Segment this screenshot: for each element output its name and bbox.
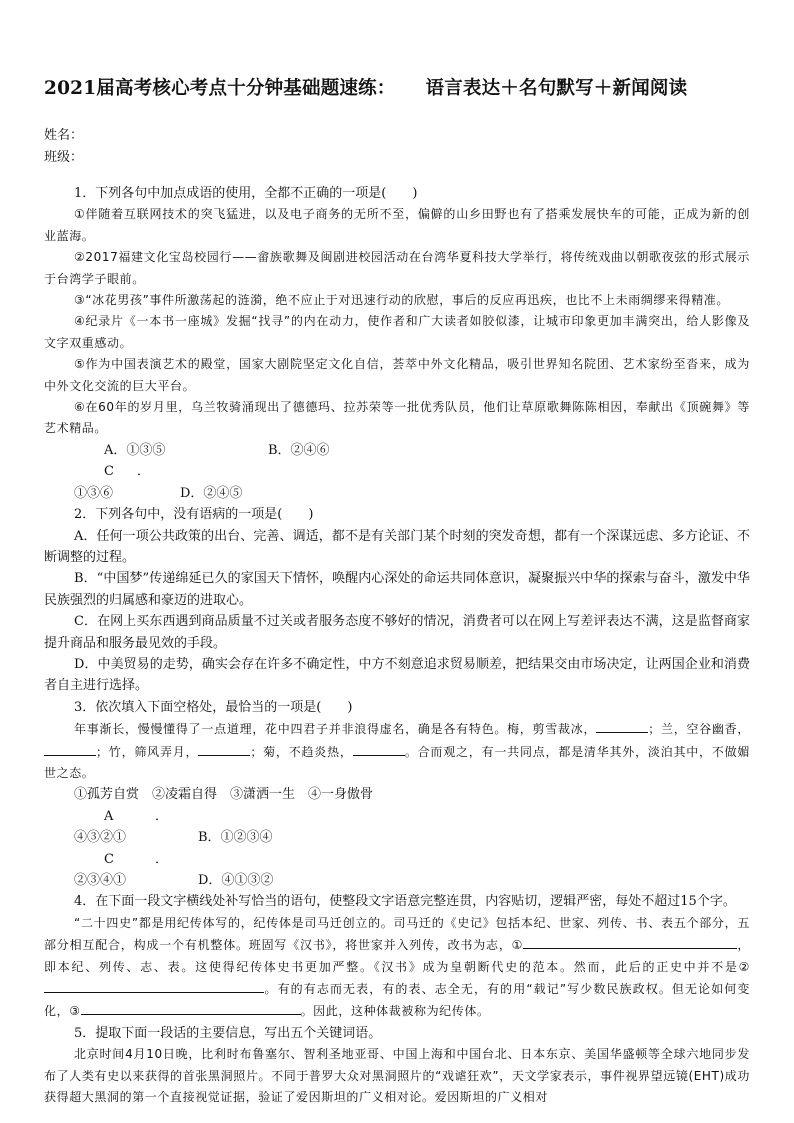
- name-field-label: 姓名：: [44, 128, 84, 143]
- q4-blank-2[interactable]: [44, 978, 264, 993]
- q1-sentence-3: ③“冰花男孩”事件所激荡起的涟漪，绝不应止于对迅速行动的欣慰，事后的反应再迅疾，也比不上未雨绸缪来得精准。: [74, 293, 729, 308]
- q4-marker-2: ②: [738, 959, 750, 974]
- q3-options-row-1: [44, 806, 750, 849]
- q3-options-row-2: [44, 849, 750, 892]
- question-content: [44, 183, 750, 1108]
- q1-option-c[interactable]: C．①③⑥: [74, 464, 150, 501]
- q4-passage: “二十四史”都是用纪传体写的，纪传体是司马迁创立的。司马迁的《史记》包括本纪、世家、列传、书、表五个部分，五部分相互配合，构成一个有机整体。班固写《汉书》，将世家并入列传，改书为志，① ，即本纪、列传、志、表。这使得纪传体史书更加严整。《汉书》成为皇朝断代史的范本。然而，此后的正史中并不是②。有的有志而无表，有的表、志全无，有的用“载记”写少数民族政权。但无论如何变化，③ 。因此，这种体裁被称为纪传体。: [44, 915, 751, 1019]
- q4-marker-3: ③: [69, 1004, 81, 1019]
- class-field-label: 班级：: [44, 150, 84, 165]
- q3-stem: 3．依次填入下面空格处，最恰当的一项是( ): [74, 699, 353, 715]
- q3-blank-3[interactable]: [198, 741, 250, 756]
- q5-passage: 北京时间4月10日晚，比利时布鲁塞尔、智利圣地亚哥、中国上海和中国台北、日本东京、美国华盛顿等全球六地同步发布了人类有史以来获得的首张黑洞照片。不同于普罗大众对黑洞照片的“戏谑狂欢”，天文学家表示，事件视界望远镜(EHT)成功获得超大黑洞的第一个直接视觉证据，验证了爱因斯坦的广义相对论。爱因斯坦的广义相对: [44, 1047, 750, 1105]
- q5-stem: 5．提取下面一段话的主要信息，写出五个关键词语。: [74, 1025, 382, 1041]
- q1-sentence-2: ②2017福建文化宝岛校园行——畲族歌舞及闽剧进校园活动在台湾华夏科技大学举行，将传统戏曲以朝歌夜弦的形式展示于台湾学子眼前。: [44, 250, 750, 286]
- q3-option-a[interactable]: A．④③②①: [74, 808, 168, 846]
- q1-stem: 1．下列各句中加点成语的使用，全都不正确的一项是( ): [74, 186, 418, 201]
- title-part-1: 2021届高考核心考点十分钟基础题速练：: [44, 78, 396, 99]
- q3-blank-1[interactable]: [596, 718, 648, 733]
- q3-option-d[interactable]: D．④①③②: [198, 873, 274, 888]
- q1-option-a[interactable]: A．①③⑤: [104, 442, 166, 458]
- q1-options-row-1: [44, 440, 750, 461]
- q3-passage: 年事渐长，慢慢懂得了一点道理，花中四君子并非浪得虚名，确是各有特色。梅，剪雪裁冰， ；兰，空谷幽香，；竹，筛风弄月， ；菊，不趋炎热， 。合而观之，有一共同点，都是清华其外，淡泊其中，不做媚世之态。: [44, 718, 750, 784]
- q4-stem: 4．在下面一段文字横线处补写恰当的语句，使整段文字语意完整连贯，内容贴切，逻辑严密，每处不超过15个字。: [74, 894, 736, 910]
- q1-options-row-2: [44, 461, 750, 504]
- q2-option-a[interactable]: A．任何一项公共政策的出台、完善、调适，都不是有关部门某个时刻的突发奇想，都有一个深谋远虑、多方论证、不断调整的过程。: [44, 528, 750, 565]
- q1-sentence-5: ⑤作为中国表演艺术的殿堂，国家大剧院坚定文化自信，荟萃中外文化精品，吸引世界知名院团、艺术家纷至沓来，成为中外文化交流的巨大平台。: [44, 357, 750, 393]
- q2-option-c[interactable]: C．在网上买东西遇到商品质量不过关或者服务态度不够好的情况，消费者可以在网上写差评表达不满，这是监督商家提升商品和服务最见效的手段。: [44, 614, 750, 651]
- page-title: [44, 74, 764, 100]
- title-part-2: 语言表达＋名句默写＋新闻阅读: [425, 78, 688, 99]
- q4-blank-1[interactable]: [523, 934, 737, 949]
- q4-marker-1: ①: [511, 938, 524, 953]
- q1-sentence-6: ⑥在60年的岁月里，乌兰牧骑涌现出了德德玛、拉苏荣等一批优秀队员，他们让草原歌舞陈陈相因，奉献出《顶碗舞》等艺术精品。: [44, 400, 750, 436]
- q4-blank-3[interactable]: [81, 1000, 301, 1015]
- q1-sentence-1: ①伴随着互联网技术的突飞猛进，以及电子商务的无所不至，偏僻的山乡田野也有了搭乘发展快车的可能，正成为新的创业蓝海。: [44, 207, 750, 243]
- q2-option-b[interactable]: B．“中国梦”传递绵延已久的家国天下情怀，唤醒内心深处的命运共同体意识，凝聚振兴中华的探索与奋斗，激发中华民族强烈的归属感和豪迈的进取心。: [44, 571, 750, 608]
- q3-option-c[interactable]: C．②③④①: [74, 851, 168, 888]
- q1-option-b[interactable]: B．②④⑥: [268, 442, 330, 458]
- q1-option-d[interactable]: D．②④⑤: [180, 485, 243, 501]
- q3-blank-4[interactable]: [353, 741, 405, 756]
- q3-items: ①孤芳自赏 ②凌霜自得 ③潇洒一生 ④一身傲骨: [74, 787, 374, 803]
- q2-option-d[interactable]: D．中美贸易的走势，确实会存在许多不确定性，中方不刻意追求贸易顺差，把结果交由市场决定，让两国企业和消费者自主进行选择。: [44, 656, 750, 694]
- q1-sentence-4: ④纪录片《一本书一座城》发掘“找寻”的内在动力，使作者和广大读者如胶似漆，让城市印象更加丰满突出，给人影像及文字双重感动。: [44, 314, 750, 350]
- q3-blank-2[interactable]: [44, 741, 96, 756]
- q3-option-b[interactable]: B．①②③④: [198, 830, 273, 846]
- q2-stem: 2．下列各句中，没有语病的一项是( ): [74, 507, 314, 523]
